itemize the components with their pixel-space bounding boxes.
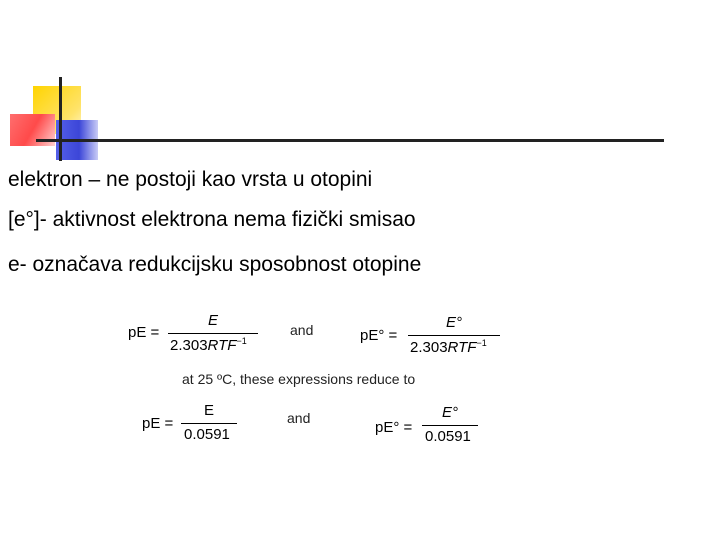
title-divider-line (36, 139, 664, 142)
equation-pe-25-numerator: E (203, 402, 214, 419)
equation-pe0-denominator: $2.303RTF^{-1}$ (410, 338, 487, 356)
equation-pe-denominator: $2.303RTF^{-1}$ (170, 336, 247, 354)
equation-pe-numerator: E (207, 312, 218, 329)
equation-pe0-25-denominator: 0.0591 (425, 428, 471, 445)
bullet-text-1: elektron – ne postoji kao vrsta u otopini (8, 168, 373, 191)
equation-pe-25-denominator: 0.0591 (184, 426, 230, 443)
equation-pe-25-fraction (181, 402, 237, 446)
equation-pe-lhs: pE = (128, 324, 160, 341)
equation-pe0-25-numerator: E° (441, 404, 458, 421)
bullet-text-3: e- označava redukcijsku sposobnost otopine (8, 253, 422, 276)
fraction-bar (168, 333, 258, 334)
fraction-bar (422, 425, 478, 426)
and-label-2: and (287, 410, 311, 426)
equation-pe-25-lhs: pE = (142, 415, 174, 432)
equation-pe0-25-fraction (422, 404, 478, 448)
equation-pe0-numerator: E° (445, 314, 462, 331)
equation-pe0-lhs: pE° = (360, 327, 398, 344)
fraction-bar (408, 335, 500, 336)
equation-pe0-25-lhs: pE° = (375, 419, 413, 436)
logo-vertical-line (59, 77, 62, 161)
bullet-text-2: [e°]- aktivnost elektrona nema fizički smisao (8, 208, 416, 231)
and-label-1: and (290, 322, 314, 338)
fraction-bar (181, 423, 237, 424)
middle-caption: at 25 ºC, these expressions reduce to (182, 371, 416, 387)
equation-pe0-fraction (408, 314, 500, 358)
equation-pe-fraction (168, 312, 258, 356)
